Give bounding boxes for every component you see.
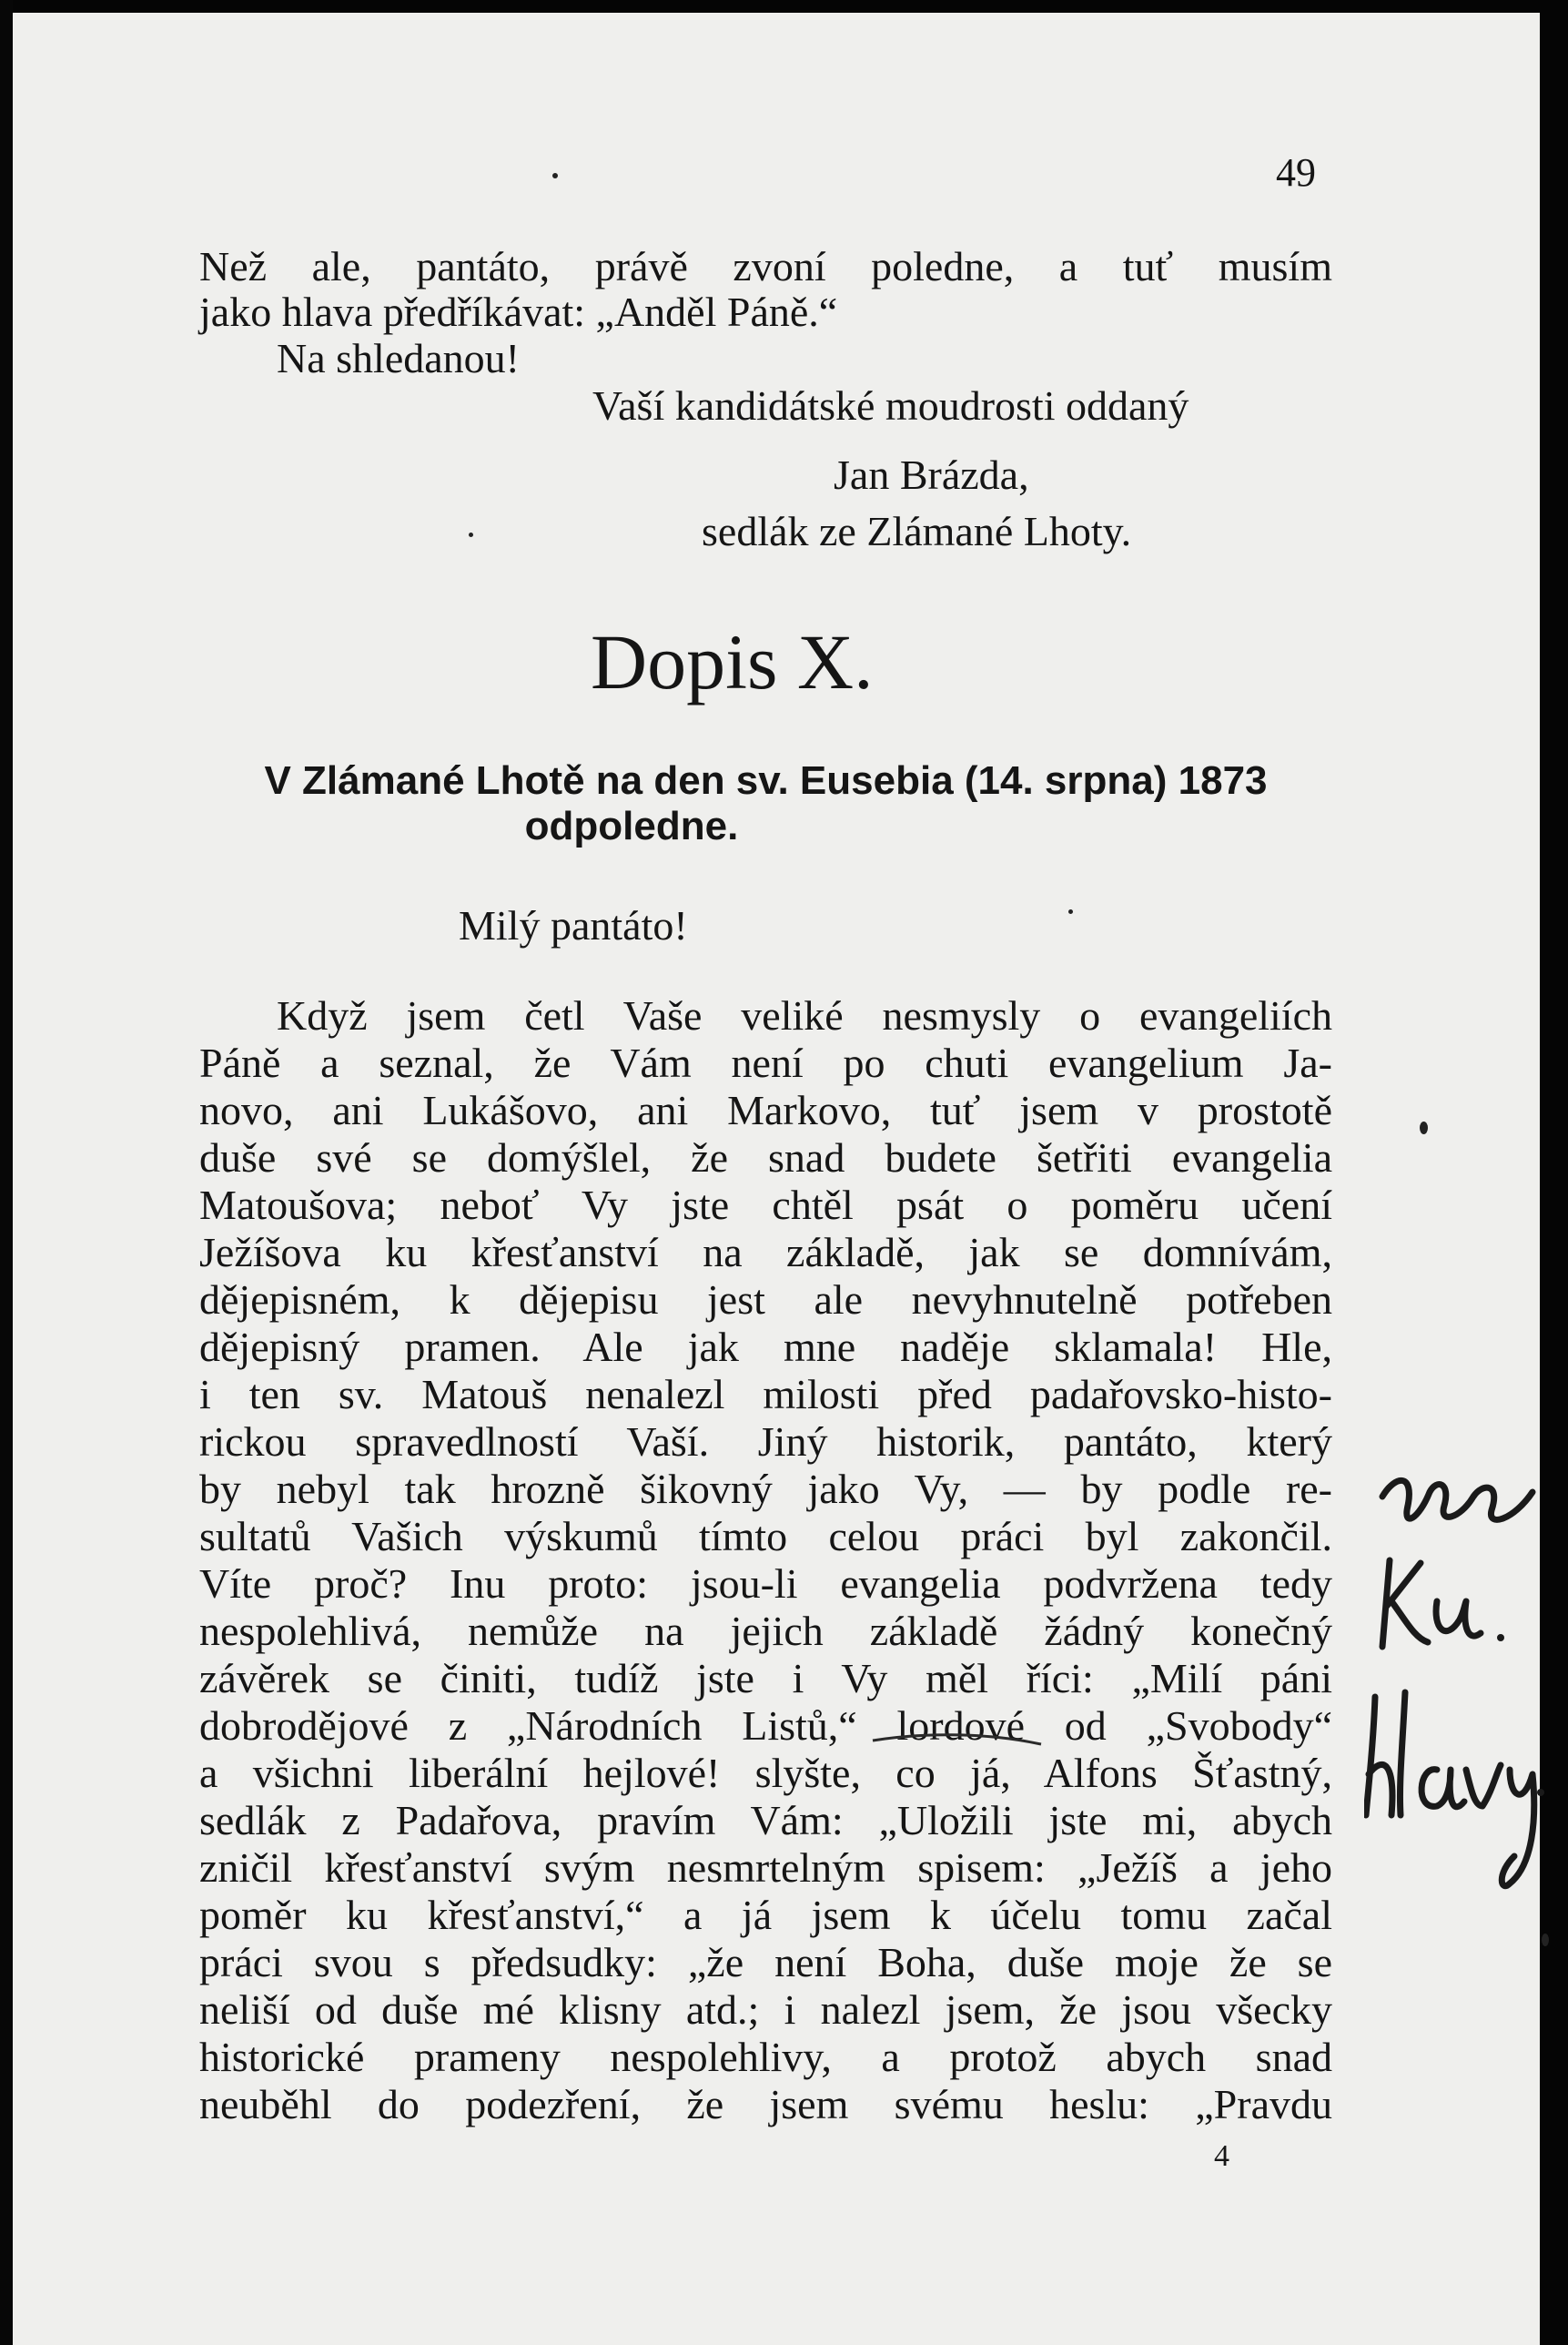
dust-speck bbox=[552, 173, 558, 178]
body-line: duše své se domýšlel, že snad budete šetřiti evangelia bbox=[199, 1134, 1332, 1181]
dust-speck bbox=[1420, 1122, 1428, 1134]
letter-dateline: V Zlámané Lhotě na den sv. Eusebia (14. srpna) 1873 bbox=[264, 758, 1268, 803]
body-line: a všichni liberální hejlové! slyšte, co já, Alfons Šťastný, bbox=[199, 1750, 1332, 1796]
body-line: zničil křesťanství svým nesmrtelným spisem: „Ježíš a jeho bbox=[199, 1844, 1332, 1891]
body-line: neuběhl do podezření, že jsem svému heslu: „Pravdu bbox=[199, 2081, 1332, 2127]
salutation: Milý pantáto! bbox=[459, 902, 688, 949]
letter-heading: Dopis X. bbox=[591, 618, 874, 706]
body-line: Ježíšova ku křesťanství na základě, jak se domnívám, bbox=[199, 1229, 1332, 1275]
body-line: poměr ku křesťanství,“ a já jsem k účelu tomu začal bbox=[199, 1892, 1332, 1938]
pencil-underline bbox=[864, 1713, 1046, 1750]
handwritten-margin-note bbox=[1364, 1456, 1546, 1965]
dust-speck bbox=[469, 533, 473, 537]
dust-speck bbox=[1068, 909, 1073, 914]
book-page bbox=[13, 13, 1540, 2345]
intro-line: Než ale, pantáto, právě zvoní poledne, a tuť musím bbox=[199, 243, 1332, 289]
body-line: nespolehlivá, nemůže na jejich základě žádný konečný bbox=[199, 1608, 1332, 1654]
body-line: rickou spravedlností Vaší. Jiný historik, pantáto, který bbox=[199, 1418, 1332, 1465]
body-line: historické prameny nespolehlivy, a protož abych snad bbox=[199, 2034, 1332, 2080]
body-line: Když jsem četl Vaše veliké nesmysly o evangeliích bbox=[277, 992, 1332, 1039]
body-line: Páně a seznal, že Vám není po chuti evangelium Ja- bbox=[199, 1040, 1332, 1086]
body-line: Víte proč? Inu proto: jsou-li evangelia podvržena tedy bbox=[199, 1560, 1332, 1607]
body-line: dobrodějové z „Národních Listů,“ lordové od „Svobody“ bbox=[199, 1702, 1332, 1749]
body-line: Matoušova; neboť Vy jste chtěl psát o poměru učení bbox=[199, 1182, 1332, 1228]
body-line: neliší od duše mé klisny atd.; i nalezl jsem, že jsou všecky bbox=[199, 1986, 1332, 2033]
scan-border-right bbox=[1540, 0, 1568, 2345]
signature-mark: 4 bbox=[1214, 2139, 1229, 2173]
body-line: dějepisný pramen. Ale jak mne naděje sklamala! Hle, bbox=[199, 1324, 1332, 1370]
signature-title: sedlák ze Zlámané Lhoty. bbox=[702, 508, 1132, 554]
body-line: sultatů Vašich výskumů tímto celou práci byl zakončil. bbox=[199, 1513, 1332, 1559]
dust-speck bbox=[1542, 1934, 1549, 1946]
scan-border-top bbox=[0, 0, 1568, 13]
body-line: práci svou s předsudky: „že není Boha, duše moje že se bbox=[199, 1939, 1332, 1985]
intro-line: jako hlava předříkávat: „Anděl Páně.“ bbox=[199, 289, 838, 335]
scan-border-left bbox=[0, 0, 13, 2345]
body-line: závěrek se činiti, tudíž jste i Vy měl říci: „Milí páni bbox=[199, 1655, 1332, 1701]
closing-line: Vaší kandidátské moudrosti oddaný bbox=[592, 382, 1189, 429]
body-line: sedlák z Padařova, pravím Vám: „Uložili jste mi, abych bbox=[199, 1797, 1332, 1843]
body-line: novo, ani Lukášovo, ani Markovo, tuť jsem v prostotě bbox=[199, 1087, 1332, 1133]
body-line: i ten sv. Matouš nenalezl milosti před padařovsko-histo- bbox=[199, 1371, 1332, 1417]
body-line: by nebyl tak hrozně šikovný jako Vy, — by podle re- bbox=[199, 1466, 1332, 1512]
signature-name: Jan Brázda, bbox=[834, 452, 1029, 498]
body-line: dějepisném, k dějepisu jest ale nevyhnutelně potřeben bbox=[199, 1276, 1332, 1323]
page-number: 49 bbox=[1276, 150, 1316, 195]
intro-line: Na shledanou! bbox=[277, 335, 520, 381]
letter-dateline: odpoledne. bbox=[524, 804, 739, 848]
